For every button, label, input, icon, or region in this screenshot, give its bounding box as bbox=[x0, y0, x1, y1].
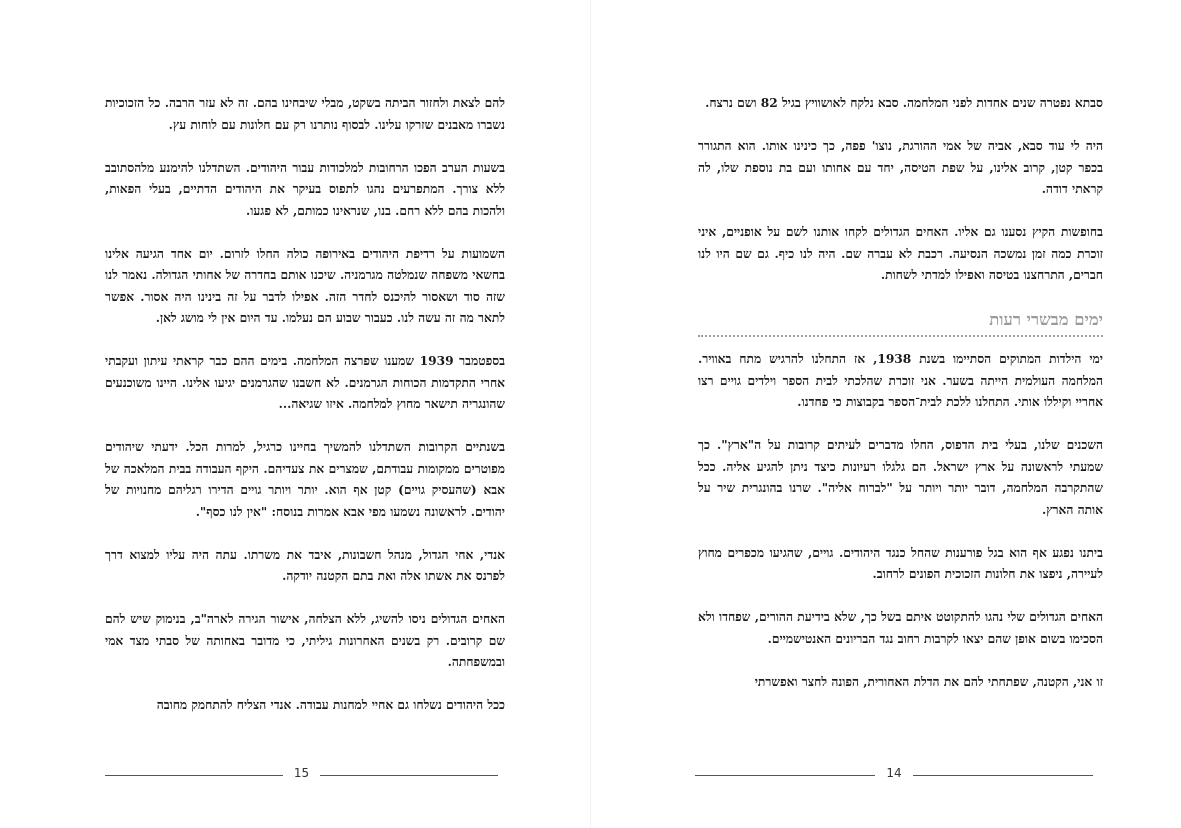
right-page-text-column bbox=[698, 93, 1103, 693]
right-paragraph-1: סבתא נפטרה שנים אחדות לפני המלחמה. סבא נלקח לאושוויץ בגיל 82 ושם נרצח. bbox=[705, 96, 1103, 110]
right-paragraph-7: האחים הגדולים שלי נהגו להתקוטט איתם בשל כך, שלא בידיעת ההורים, שפחדו ולא הסכימו בשום אופן שהם יצאו לקרבות רחוב נגד הבריונים האנטישמיים. bbox=[698, 610, 1103, 646]
right-paragraph-8: זו אני, הקטנה, שפתחתי להם את הדלת האחורית, הפונה לחצר ואפשרתי bbox=[754, 674, 1103, 689]
right-paragraph-4: ימי הילדות המתוקים הסתיימו בשנת 1938, אז התחלנו להרגיש מתח באוויר. המלחמה העולמית הייתה בשער. אני זוכרת שהלכתי לבית הספר וילדים גויים רצו אחריי וקיללו אותי. התחלנו ללכת לבית־הספר בקבוצות כי פחדנו. bbox=[698, 352, 1103, 409]
page-number-14: 14 bbox=[886, 766, 902, 780]
right-paragraph-2: היה לי עוד סבא, אביה של אמי ההורגת, נוצו' פפה, כך כינינו אותו. הוא התגורר בכפר קטן, קרוב אלינו, על שפת הטיסה, יחד עם אחותו ועם בת נוספת שלו, לה קראתי דודה. bbox=[698, 139, 1103, 196]
footer-rule-left bbox=[695, 775, 875, 776]
footer-rule-left bbox=[105, 775, 283, 776]
left-page-footer bbox=[105, 764, 498, 784]
footer-rule-right bbox=[913, 775, 1093, 776]
footer-rule-right bbox=[320, 775, 498, 776]
right-page-footer bbox=[695, 764, 1093, 784]
left-paragraph-6: אנדי, אחי הגדול, מנהל חשבונות, איבד את משרתו. עתה היה עליו למצוא דרך לפרנס את אשתו אלה ואת בתם הקטנה יודקה. bbox=[105, 547, 505, 583]
left-paragraph-1: להם לצאת ולחזור הביתה בשקט, מבלי שיבחינו בהם. זה לא עזר הרבה. כל הזכוכיות נשברו מאבנים שזרקו עלינו. לבסוף נותרנו רק עם חלונות עם לוחות עץ. bbox=[105, 96, 505, 132]
section-heading: ימים מבשרי רעות bbox=[698, 308, 1103, 337]
left-paragraph-4: בספטמבר 1939 שמענו שפרצה המלחמה. בימים ההם כבר קראתי עיתון ועקבתי אחרי התקדמות הכוחות הגרמנים. לא חשבנו שהגרמנים יגיעו אלינו. היינו משוכנעים שהונגריה תישאר מחוץ למלחמה. איזו שגיאה... bbox=[105, 354, 506, 411]
left-paragraph-2: בשעות הערב הפכו הרחובות למלכודות עבור היהודים. השתדלנו להימנע מלהסתובב ללא צורך. המתפרעים נהגו לתפוס בעיקר את היהודים הדתיים, בעלי הפאות, ולהכות בהם ללא רחם. בנו, שנראינו כמותם, לא פגעו. bbox=[105, 160, 505, 218]
left-paragraph-3: השמועות על רדיפת היהודים באירופה כולה החלו לזרום. יום אחד הגיעה אלינו בחשאי משפחה שנמלטה מגרמניה. שיכנו אותם בחדרה של אחותי הגדולה. נאמר לנו שזה סוד ושאסור להיכנס לחדר הזה. אפילו לדבר על זה בינינו היה אסור. אפשר לתאר מה זה עשה לנו. כעבור שבוע הם נעלמו. עד היום אין לי מושג לאן. bbox=[105, 246, 505, 325]
page-number-15: 15 bbox=[293, 766, 310, 780]
right-paragraph-3: בחופשות הקיץ נסענו גם אליו. האחים הגדולים לקחו אותנו לשם על אופניים, איני זוכרת כמה זמן נמשכה הנסיעה. רכבת לא עברה שם. היה לנו כיף. גם שם היו לנו חברים, התרחצנו בטיסה ואפילו למדתי לשחות. bbox=[698, 225, 1103, 282]
right-paragraph-6: ביתנו נפגע אף הוא בגל פורענות שהחל כנגד היהודים. גויים, שהגיעו מכפרים מחוץ לעיירה, ניפצו את חלונות הזכוכית הפונים לרחוב. bbox=[698, 545, 1103, 581]
right-paragraph-5: השכנים שלנו, בעלי בית הדפוס, החלו מדברים לעיתים קרובות על ה"ארץ". כך שמעתי לראשונה על ארץ ישראל. הם גלגלו רעיונות כיצד ניתן להגיע אליה. ככל שהתקרבה המלחמה, דובר יותר ויותר על "לברוח אליה". שרנו בהונגרית שיר על אותה הארץ. bbox=[698, 438, 1103, 517]
right-page bbox=[590, 0, 1181, 828]
left-page-text-column bbox=[105, 93, 505, 717]
left-page bbox=[0, 0, 590, 828]
left-paragraph-8: ככל היהודים נשלחו גם אחיי למחנות עבודה. אנדי הצליח להתחמק מחובה bbox=[156, 698, 505, 712]
left-paragraph-5: בשנתיים הקרובות השתדלנו להמשיך בחיינו כרגיל, למרות הכל. ידעתי שיהודים מפוטרים ממקומות עבודתם, שמצרים את צעדיהם. היקף העבודה בבית המלאכה של אבא (שהעסיק גויים) קטן אף הוא. יותר ויותר גויים הדירו רגליהם מחנויות של יהודים. לראשונה נשמעו מפי אבא אמרות בנוסח: "אין לנו כסף". bbox=[105, 440, 505, 519]
left-paragraph-7: האחים הגדולים ניסו להשיג, ללא הצלחה, אישור הגירה לארה"ב, בנימוק שיש להם שם קרובים. רק בשנים האחרונות גיליתי, כי מדובר באחותה של סבתי מצד אמי ובמשפחתה. bbox=[105, 612, 505, 669]
